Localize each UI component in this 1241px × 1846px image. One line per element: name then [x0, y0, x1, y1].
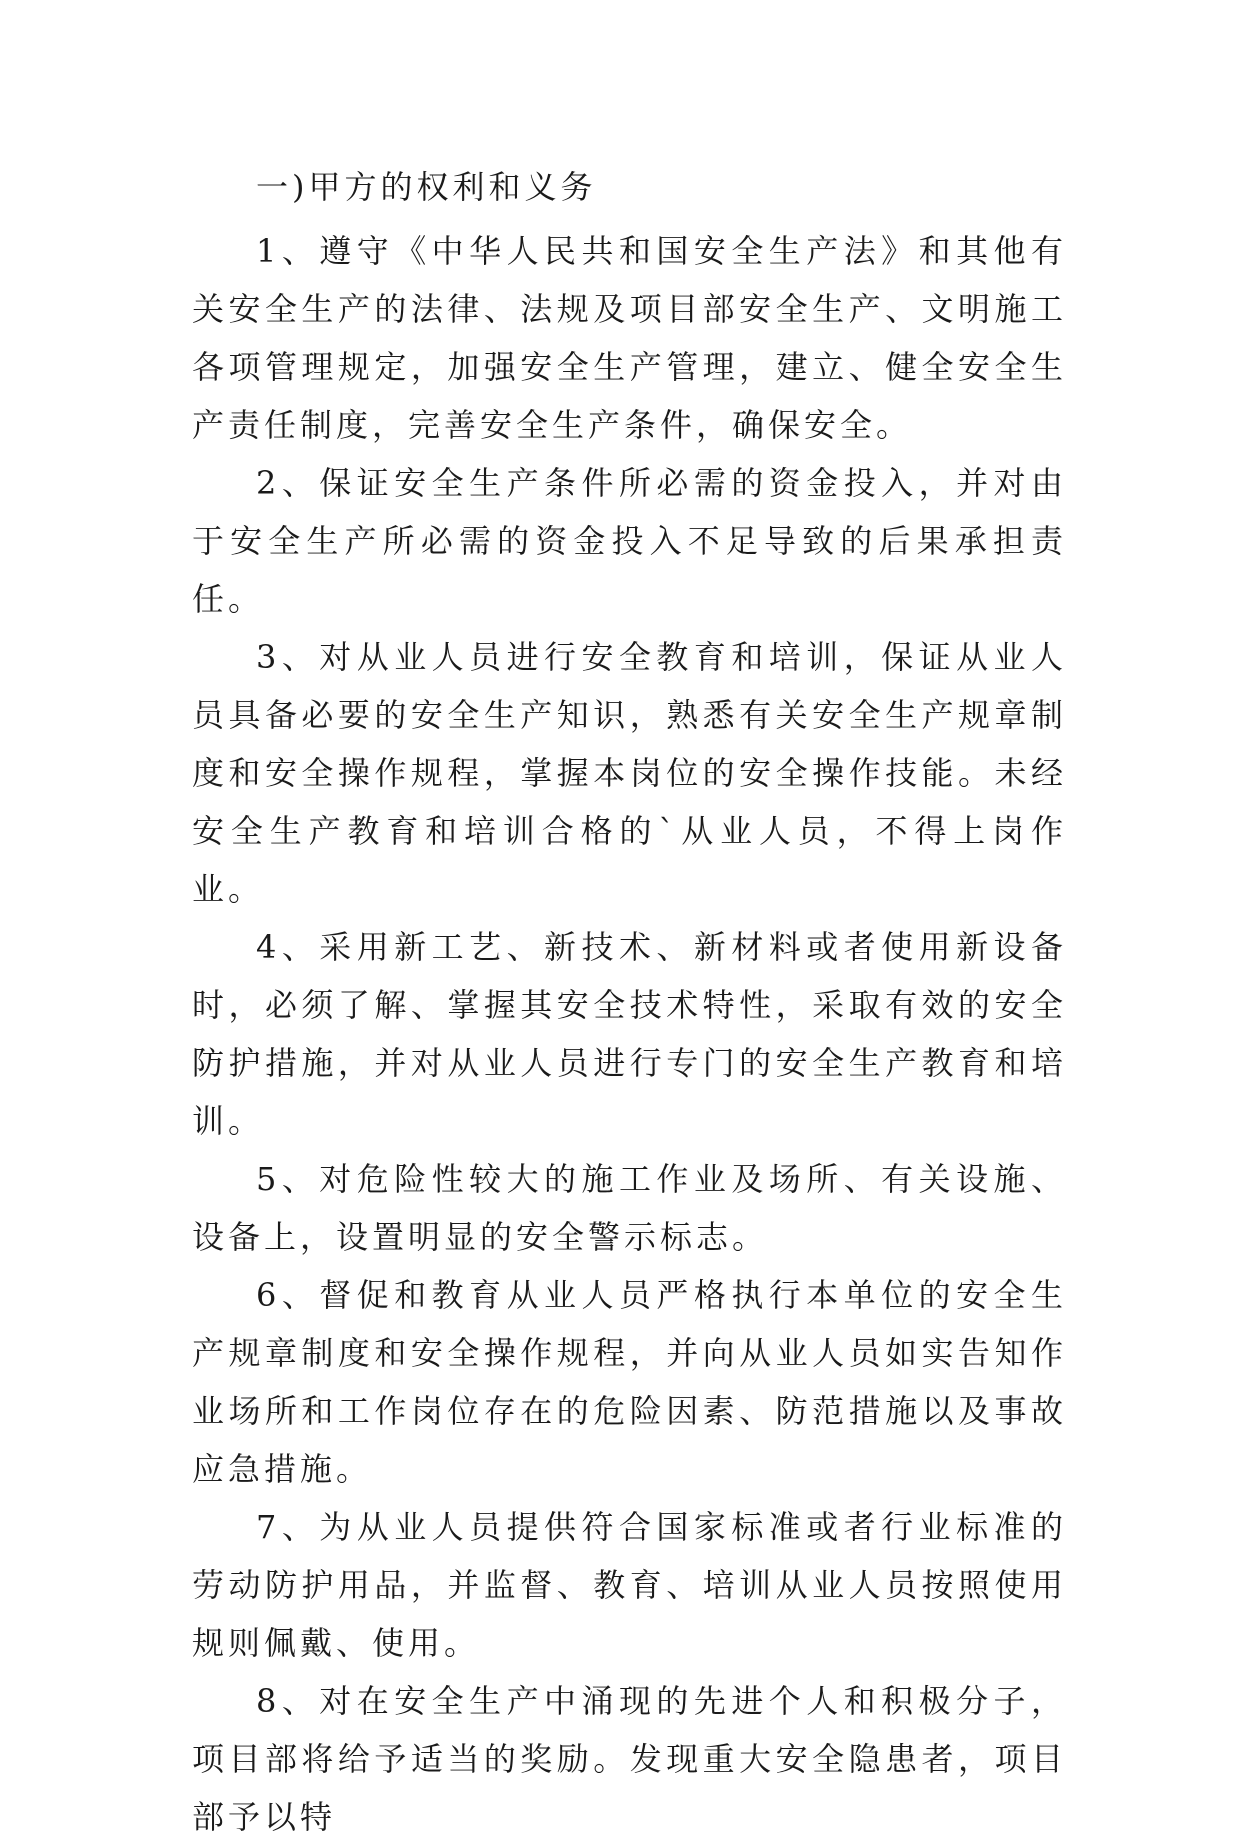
paragraph-1: 1、遵守《中华人民共和国安全生产法》和其他有关安全生产的法律、法规及项目部安全生产、文明施工各项管理规定，加强安全生产管理，建立、健全安全生产责任制度，完善安全生产条件，确保安全。 — [192, 232, 1067, 444]
paragraph-8: 8、对在安全生产中涌现的先进个人和积极分子，项目部将给予适当的奖励。发现重大安全隐患者，项目部予以特 — [192, 1682, 1067, 1836]
paragraph-3: 3、对从业人员进行安全教育和培训，保证从业人员具备必要的安全生产知识，熟悉有关安全生产规章制度和安全操作规程，掌握本岗位的安全操作技能。未经安全生产教育和培训合格的`从业人员，不得上岗作业。 — [192, 638, 1067, 908]
paragraph-7: 7、为从业人员提供符合国家标准或者行业标准的劳动防护用品，并监督、教育、培训从业人员按照使用规则佩戴、使用。 — [192, 1508, 1067, 1662]
document-body — [192, 158, 1067, 1846]
paragraph-2: 2、保证安全生产条件所必需的资金投入，并对由于安全生产所必需的资金投入不足导致的后果承担责任。 — [192, 464, 1067, 618]
paragraph-6: 6、督促和教育从业人员严格执行本单位的安全生产规章制度和安全操作规程，并向从业人员如实告知作业场所和工作岗位存在的危险因素、防范措施以及事故应急措施。 — [192, 1276, 1067, 1488]
section-heading: 一)甲方的权利和义务 — [256, 168, 597, 206]
paragraph-5: 5、对危险性较大的施工作业及场所、有关设施、设备上，设置明显的安全警示标志。 — [192, 1160, 1067, 1256]
paragraph-4: 4、采用新工艺、新技术、新材料或者使用新设备时，必须了解、掌握其安全技术特性，采取有效的安全防护措施，并对从业人员进行专门的安全生产教育和培训。 — [192, 928, 1067, 1140]
